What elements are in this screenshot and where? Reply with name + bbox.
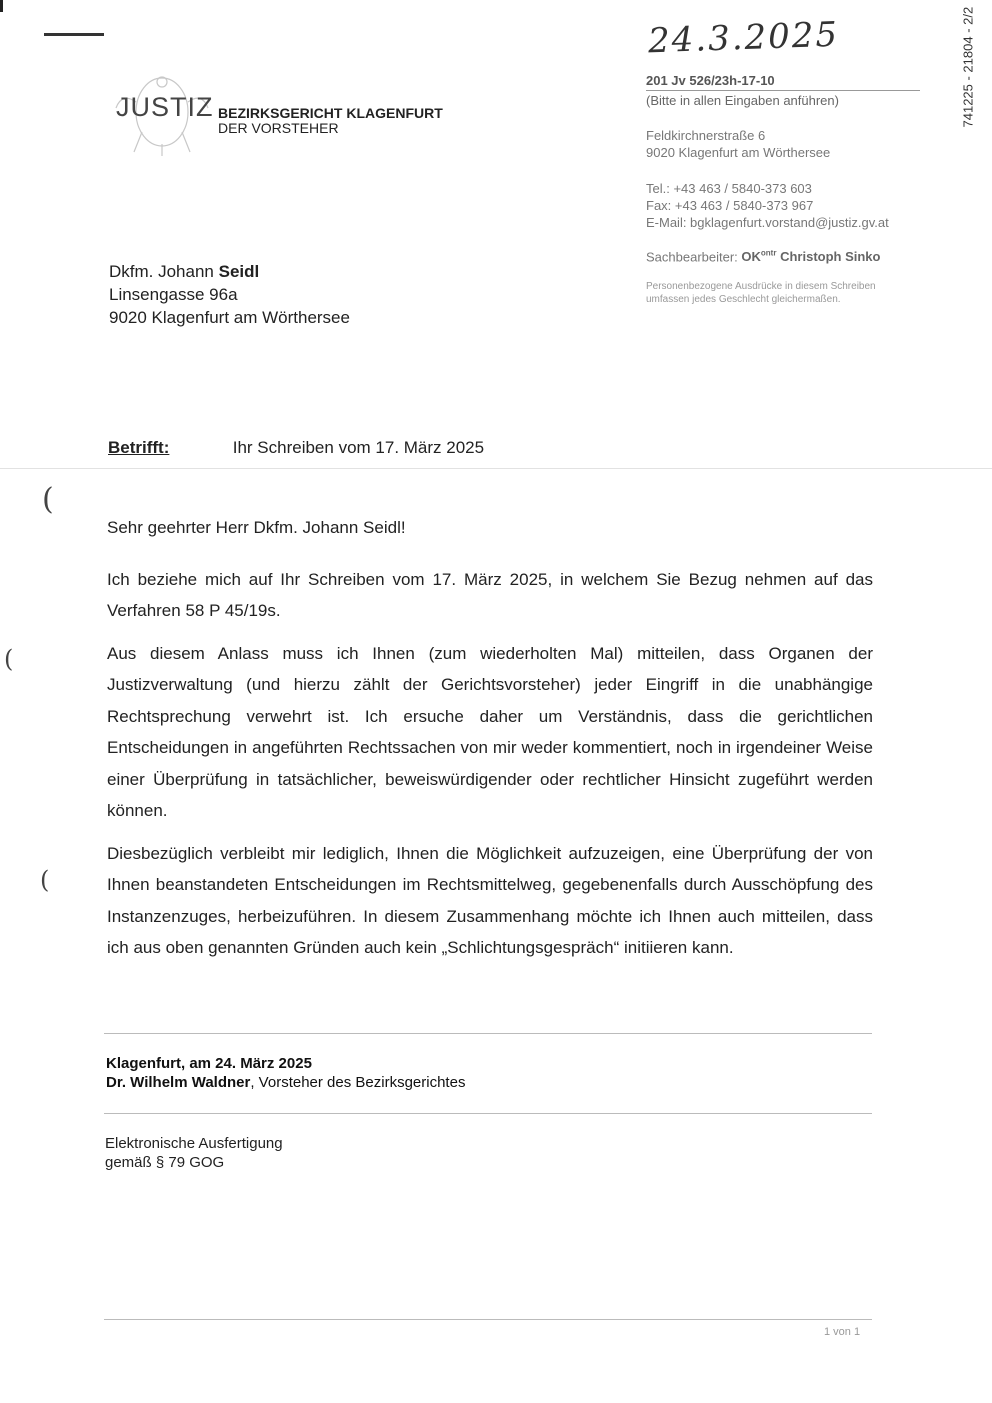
court-name: BEZIRKSGERICHT KLAGENFURT xyxy=(218,105,443,121)
signer-role: , Vorsteher des Bezirksgerichtes xyxy=(250,1074,466,1091)
paragraph-2: Aus diesem Anlass muss ich Ihnen (zum wiederholten Mal) mitteilen, dass Organen der Justizverwaltung (und hierzu zählt der Gerichtsvorsteher) jeder Eingriff in die unabhängige Rechtsprechung verwehrt ist. Ich ersuche daher um Verständnis, dass die gerichtlichen Entscheidungen in angeführten Rechtssachen von mir weder kommentiert, noch in irgendeiner Weise einer Überprüfung in tatsächlicher, beweiswürdigender oder rechtlicher Hinsicht zugeführt werden können. xyxy=(107,643,873,820)
margin-mark: ( xyxy=(4,645,14,673)
contact-block xyxy=(646,180,889,231)
gender-notice-line1: Personenbezogene Ausdrücke in diesem Schreiben xyxy=(646,281,876,292)
court-city: 9020 Klagenfurt am Wörthersee xyxy=(646,145,831,160)
paragraph-1: Ich beziehe mich auf Ihr Schreiben vom 17. März 2025, in welchem Sie Bezug nehmen auf das Verfahren 58 P 45/19s. xyxy=(107,569,873,620)
signer-name: Dr. Wilhelm Waldner xyxy=(106,1074,251,1091)
contact-email[interactable]: E-Mail: bgklagenfurt.vorstand@justiz.gv.at xyxy=(646,215,889,230)
court-street: Feldkirchnerstraße 6 xyxy=(646,128,766,143)
divider-bottom xyxy=(104,1113,872,1114)
signature-block xyxy=(106,1054,465,1092)
scan-mark-line xyxy=(44,33,104,36)
recipient-address xyxy=(109,260,350,329)
recipient-city: 9020 Klagenfurt am Wörthersee xyxy=(109,308,350,327)
scan-mark-dot xyxy=(0,0,3,12)
letter-body xyxy=(107,512,873,975)
divider-top xyxy=(104,1033,872,1034)
handwritten-date: 24.3.2025 xyxy=(647,14,840,62)
logo-text: JUSTIZ xyxy=(116,92,214,122)
recipient-surname: Seidl xyxy=(218,262,260,281)
salutation: Sehr geehrter Herr Dkfm. Johann Seidl! xyxy=(107,518,406,537)
electronic-line2: gemäß § 79 GOG xyxy=(105,1154,225,1171)
subject-line xyxy=(108,438,484,458)
subject-text: Ihr Schreiben vom 17. März 2025 xyxy=(232,438,485,457)
contact-tel: Tel.: +43 463 / 5840-373 603 xyxy=(646,181,812,196)
file-number-hint: (Bitte in allen Eingaben anführen) xyxy=(646,93,839,108)
officer-line xyxy=(646,249,880,264)
page-number: 1 von 1 xyxy=(824,1326,861,1338)
fold-line xyxy=(0,468,992,469)
place-date: Klagenfurt, am 24. März 2025 xyxy=(106,1055,312,1072)
recipient-prefix: Dkfm. Johann xyxy=(109,262,214,281)
court-address xyxy=(646,127,830,161)
officer-title: OK xyxy=(741,249,761,265)
subject-label: Betrifft: xyxy=(108,438,170,457)
file-number: 201 Jv 526/23h-17-10 xyxy=(646,73,920,91)
paragraph-3: Diesbezüglich verbleibt mir lediglich, Ihnen die Möglichkeit aufzuzeigen, eine Überprüfung der von Ihnen beanstandeten Entscheidungen im Rechtsmittelweg, gegebenenfalls durch Ausschöpfung des Instanzenzuges, herbeizuführen. In diesem Zusammenhang möchte ich Ihnen auch mitteilen, dass ich aus oben genannten Gründen auch kein „Schlichtungsgespräch“ initiieren kann. xyxy=(107,843,873,957)
gender-notice-line2: umfassen jedes Geschlecht gleichermaßen. xyxy=(646,294,841,305)
electronic-copy-note xyxy=(105,1134,283,1172)
footer-rule xyxy=(104,1319,872,1320)
officer-title-sup: ontr xyxy=(760,249,777,258)
recipient-street: Linsengasse 96a xyxy=(109,285,238,304)
contact-fax: Fax: +43 463 / 5840-373 967 xyxy=(646,198,814,213)
justiz-logo xyxy=(112,72,212,158)
electronic-line1: Elektronische Ausfertigung xyxy=(105,1135,283,1152)
officer-name: Christoph Sinko xyxy=(780,249,881,265)
margin-mark: ( xyxy=(40,866,50,894)
side-file-number: 741225 - 21804 - 2/2 xyxy=(960,6,976,128)
officer-label: Sachbearbeiter: xyxy=(646,249,738,265)
gender-notice xyxy=(646,280,926,306)
reference-block xyxy=(646,73,920,108)
court-heading xyxy=(218,106,443,136)
margin-mark: ( xyxy=(42,482,54,517)
court-department: DER VORSTEHER xyxy=(218,120,339,136)
